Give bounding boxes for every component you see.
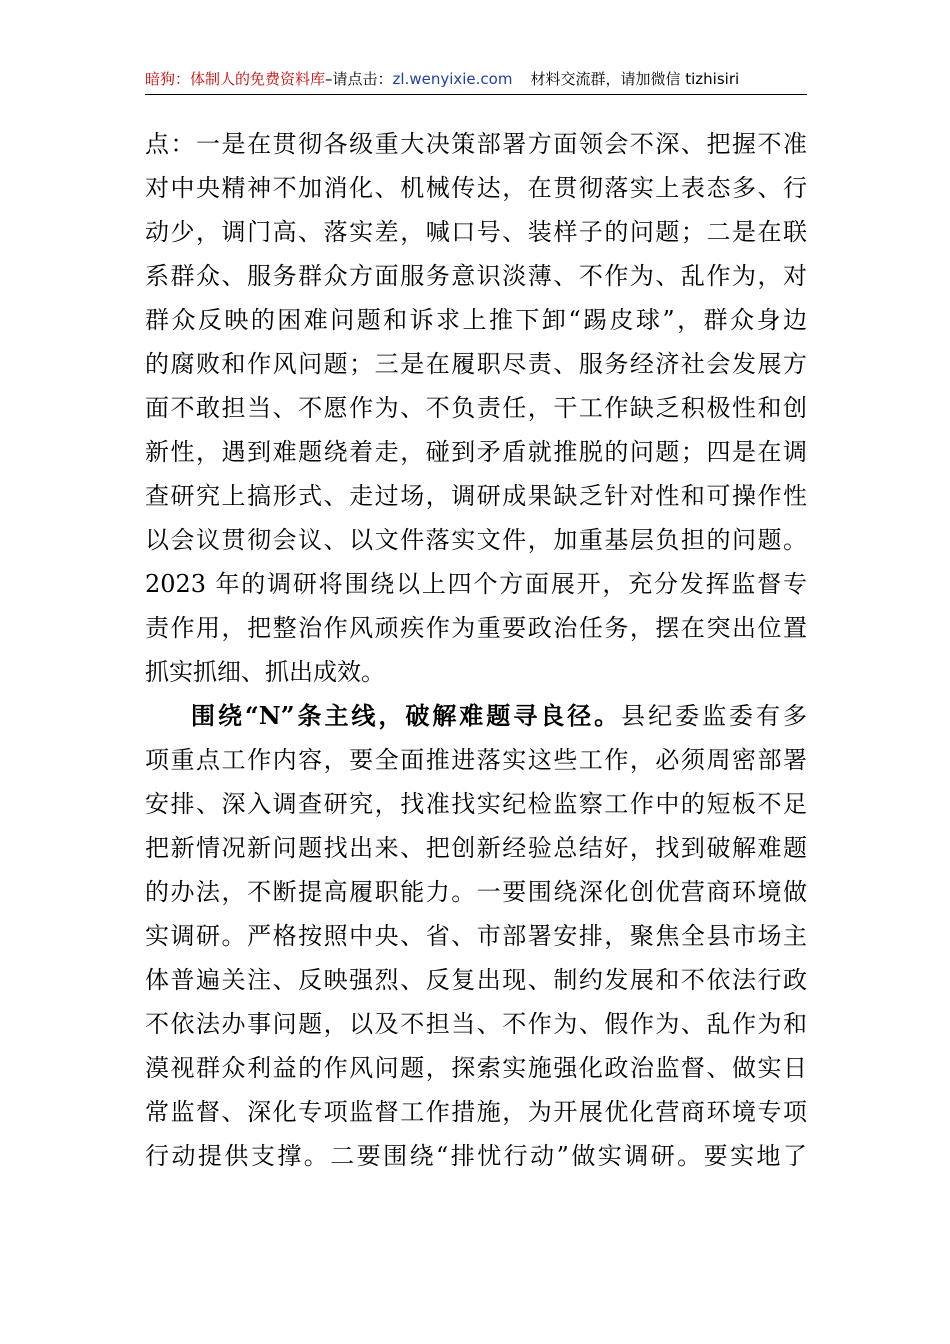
text-line: 不依法办事问题，以及不担当、不作为、假作为、乱作为和: [145, 1010, 807, 1038]
text-line: 实调研。严格按照中央、省、市部署安排，聚焦全县市场主: [145, 922, 807, 950]
text-line: 的腐败和作风问题；三是在履职尽责、服务经济社会发展方: [145, 350, 807, 378]
text-line: 漠视群众利益的作风问题，探索实施强化政治监督、做实日: [145, 1054, 807, 1082]
text-line: 的办法，不断提高履职能力。一要围绕深化创优营商环境做: [145, 878, 807, 906]
text-line: 把新情况新问题找出来、把创新经验总结好，找到破解难题: [145, 834, 807, 862]
text-line: 安排、深入调查研究，找准找实纪检监察工作中的短板不足: [145, 790, 807, 818]
text-line: 系群众、服务群众方面服务意识淡薄、不作为、乱作为，对: [145, 262, 807, 290]
text-line: 查研究上搞形式、走过场，调研成果缺乏针对性和可操作性: [145, 482, 807, 510]
text-line: 点：一是在贯彻各级重大决策部署方面领会不深、把握不准: [145, 130, 807, 158]
text-line: 群众反映的困难问题和诉求上推下卸“踢皮球”，群众身边: [145, 306, 807, 334]
text-line: 面不敢担当、不愿作为、不负责任，干工作缺乏积极性和创: [145, 394, 807, 422]
text-line: 2023 年的调研将围绕以上四个方面展开，充分发挥监督专: [145, 570, 807, 598]
text-line: 行动提供支撑。二要围绕“排忧行动”做实调研。要实地了: [145, 1142, 807, 1170]
text-line: 抓实抓细、抓出成效。: [145, 658, 385, 686]
text-run: 县纪委监委有多: [621, 702, 807, 730]
paragraph-2: [145, 694, 807, 1178]
text-line: 新性，遇到难题绕着走，碰到矛盾就推脱的问题；四是在调: [145, 438, 807, 466]
header-site-name: 暗狗：体制人的免费资料库: [145, 70, 326, 88]
text-line: 项重点工作内容，要全面推进落实这些工作，必须周密部署: [145, 746, 807, 774]
document-body: [145, 122, 807, 1178]
text-line: 以会议贯彻会议、以文件落实文件，加重基层负担的问题。: [145, 526, 807, 554]
header-url-link[interactable]: zl.wenyixie.com: [392, 70, 513, 88]
section-heading: 围绕“N”条主线，破解难题寻良径。: [191, 701, 622, 730]
text-line: 常监督、深化专项监督工作措施，为开展优化营商环境专项: [145, 1098, 807, 1126]
paragraph-1: [145, 122, 807, 694]
header-click-prefix: –请点击：: [325, 70, 393, 88]
header-wechat-note: 材料交流群，请加微信 tizhisiri: [530, 70, 740, 88]
page-header: [145, 68, 807, 95]
text-line: 动少，调门高、落实差，喊口号、装样子的问题；二是在联: [145, 218, 807, 246]
text-line: 体普遍关注、反映强烈、反复出现、制约发展和不依法行政: [145, 966, 807, 994]
text-line-first: [145, 694, 807, 738]
text-line: 责作用，把整治作风顽疾作为重要政治任务，摆在突出位置: [145, 614, 807, 642]
text-line: 对中央精神不加消化、机械传达，在贯彻落实上表态多、行: [145, 174, 807, 202]
